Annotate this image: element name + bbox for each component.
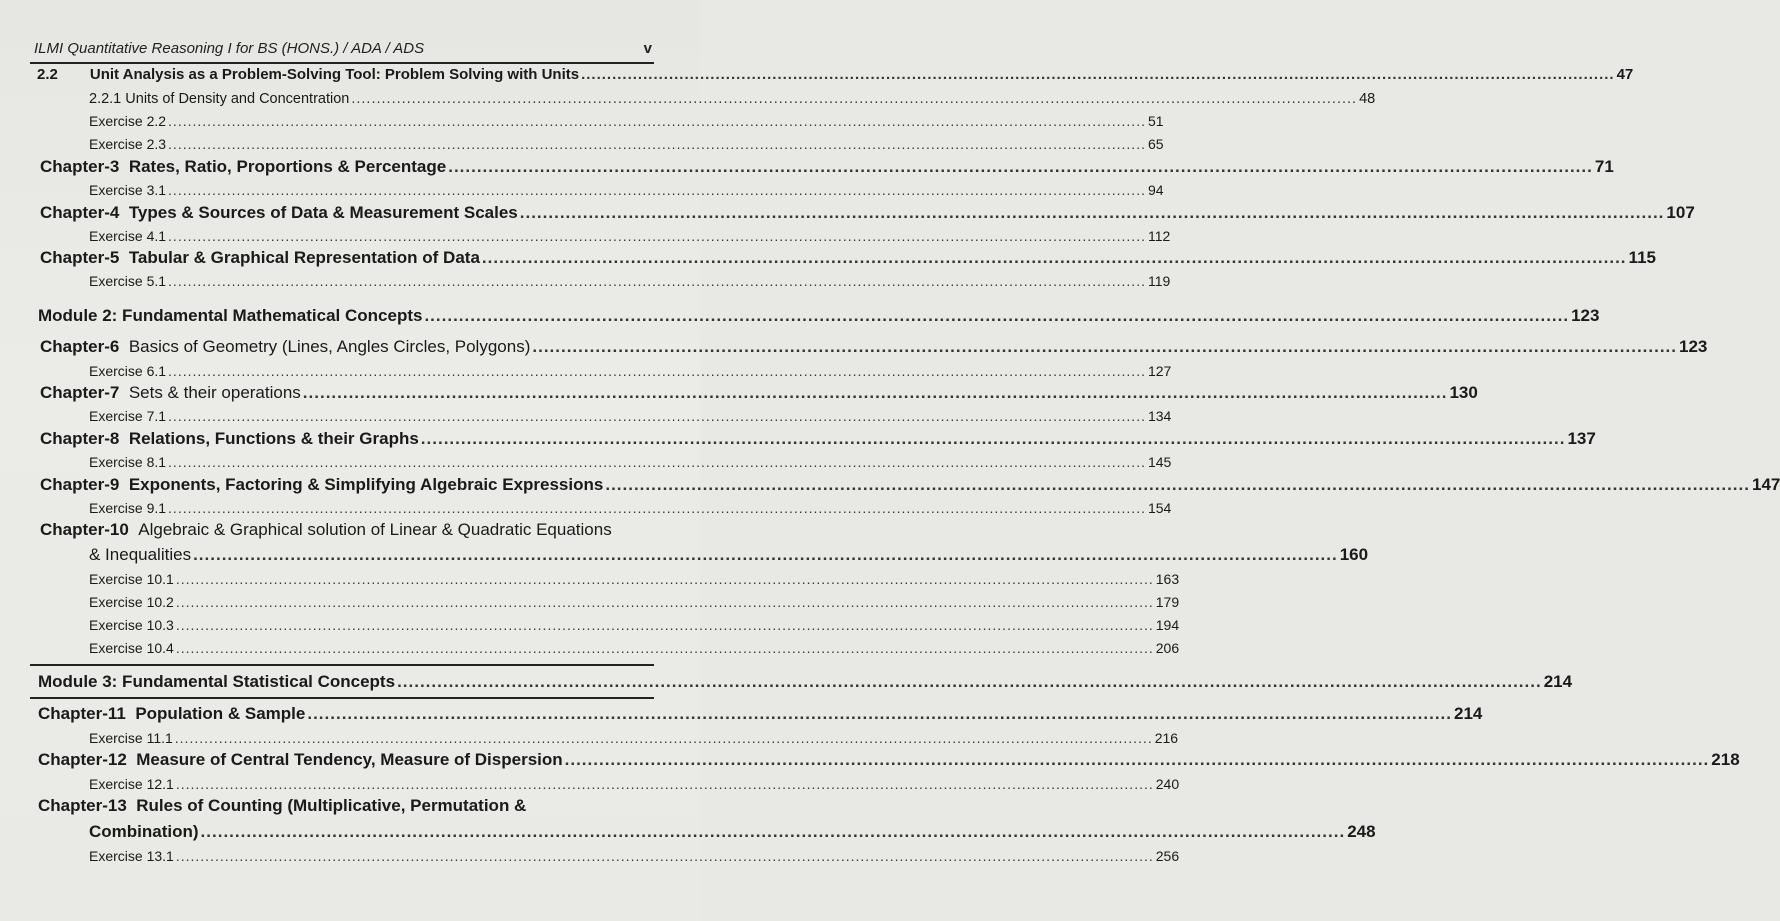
leader-dots: ........................................................................................................................................................................................................ bbox=[581, 66, 1615, 83]
page-ref: 214 bbox=[1543, 672, 1573, 691]
page-ref: 123 bbox=[1571, 306, 1600, 325]
entry-title: Exercise 4.1 bbox=[89, 228, 167, 244]
chapter-title: Measure of Central Tendency, Measure of Dispersion bbox=[136, 750, 563, 769]
toc-entry-exercise-6-1[interactable] bbox=[89, 363, 1172, 379]
leader-dots: ........................................................................................................................................................................................................ bbox=[519, 203, 1665, 222]
leader-dots: ........................................................................................................................................................................................................ bbox=[307, 704, 1452, 723]
leader-dots: ........................................................................................................................................................................................................ bbox=[168, 500, 1146, 516]
section-number: 2.2 bbox=[37, 66, 58, 83]
toc-entry-exercise-3-1[interactable] bbox=[89, 182, 1164, 198]
entry-title: Exercise 10.4 bbox=[89, 640, 174, 656]
toc-entry-exercise-2-3[interactable] bbox=[89, 136, 1164, 152]
leader-dots: ........................................................................................................................................................................................................ bbox=[564, 750, 1710, 769]
leader-dots: ........................................................................................................................................................................................................ bbox=[448, 157, 1593, 176]
toc-entry-exercise-5-1[interactable] bbox=[89, 273, 1171, 289]
chapter-title: Exponents, Factoring & Simplifying Algebraic Expressions bbox=[128, 475, 604, 494]
toc-entry-chapter-13-line1[interactable] bbox=[38, 796, 526, 816]
page-ref: 137 bbox=[1567, 429, 1596, 448]
page-ref: 123 bbox=[1679, 337, 1708, 356]
toc-entry-exercise-13-1[interactable] bbox=[89, 848, 1180, 864]
page-ref: 130 bbox=[1449, 383, 1478, 402]
leader-dots: ........................................................................................................................................................................................................ bbox=[532, 337, 1678, 356]
chapter-title: Tabular & Graphical Representation of Data bbox=[128, 248, 480, 267]
leader-dots: ........................................................................................................................................................................................................ bbox=[351, 91, 1358, 107]
chapter-number: Chapter-12 bbox=[38, 750, 127, 769]
leader-dots: ........................................................................................................................................................................................................ bbox=[175, 617, 1154, 633]
toc-entry-exercise-9-1[interactable] bbox=[89, 500, 1172, 516]
leader-dots: ........................................................................................................................................................................................................ bbox=[168, 363, 1146, 379]
toc-entry-chapter-12[interactable] bbox=[38, 750, 1740, 770]
chapter-number: Chapter-4 bbox=[40, 203, 120, 222]
entry-title: Exercise 10.3 bbox=[89, 617, 174, 633]
leader-dots: ........................................................................................................................................................................................................ bbox=[168, 454, 1146, 470]
chapter-title: Population & Sample bbox=[135, 704, 306, 723]
leader-dots: ........................................................................................................................................................................................................ bbox=[397, 672, 1542, 691]
chapter-title: Rates, Ratio, Proportions & Percentage bbox=[128, 157, 447, 176]
chapter-title-continued: & Inequalities bbox=[89, 545, 192, 564]
leader-dots: ........................................................................................................................................................................................................ bbox=[420, 429, 1566, 448]
leader-dots: ........................................................................................................................................................................................................ bbox=[175, 848, 1154, 864]
entry-title: Exercise 13.1 bbox=[89, 848, 174, 864]
toc-entry-exercise-4-1[interactable] bbox=[89, 228, 1171, 244]
toc-entry-chapter-3[interactable] bbox=[40, 157, 1614, 177]
leader-dots: ........................................................................................................................................................................................................ bbox=[168, 182, 1146, 198]
section-title: Unit Analysis as a Problem-Solving Tool: Problem Solving with Units bbox=[89, 66, 580, 83]
module-title: Module 2: Fundamental Mathematical Concepts bbox=[38, 306, 423, 325]
module-divider-top bbox=[30, 664, 654, 666]
chapter-number: Chapter-11 bbox=[38, 704, 126, 723]
page-ref: 115 bbox=[1628, 248, 1656, 267]
page-ref: 119 bbox=[1147, 273, 1171, 289]
leader-dots: ........................................................................................................................................................................................................ bbox=[175, 571, 1154, 587]
toc-entry-module-2[interactable] bbox=[38, 306, 1600, 326]
entry-title: Exercise 12.1 bbox=[89, 776, 174, 792]
entry-title: Exercise 9.1 bbox=[89, 500, 167, 516]
toc-entry-exercise-7-1[interactable] bbox=[89, 408, 1172, 424]
chapter-number: Chapter-10 bbox=[40, 520, 129, 539]
leader-dots: ........................................................................................................................................................................................................ bbox=[168, 113, 1146, 129]
entry-title: Exercise 8.1 bbox=[89, 454, 167, 470]
chapter-number: Chapter-7 bbox=[40, 383, 120, 402]
page-ref: 145 bbox=[1147, 454, 1172, 470]
toc-entry-chapter-7[interactable] bbox=[40, 383, 1478, 403]
chapter-title: Rules of Counting (Multiplicative, Permutation & bbox=[136, 796, 527, 815]
leader-dots: ........................................................................................................................................................................................................ bbox=[200, 822, 1346, 841]
header-page-number: v bbox=[643, 40, 652, 57]
entry-title: Exercise 10.1 bbox=[89, 571, 174, 587]
header-title: ILMI Quantitative Reasoning I for BS (HONS.) / ADA / ADS bbox=[34, 40, 425, 57]
chapter-title: Basics of Geometry (Lines, Angles Circles, Polygons) bbox=[128, 337, 531, 356]
chapter-title: Sets & their operations bbox=[128, 383, 301, 402]
chapter-title: Relations, Functions & their Graphs bbox=[128, 429, 419, 448]
page-ref: 248 bbox=[1347, 822, 1376, 841]
page-ref: 48 bbox=[1359, 91, 1376, 107]
page-ref: 127 bbox=[1147, 363, 1172, 379]
page-ref: 240 bbox=[1155, 776, 1180, 792]
leader-dots: ........................................................................................................................................................................................................ bbox=[175, 640, 1154, 656]
leader-dots: ........................................................................................................................................................................................................ bbox=[175, 776, 1154, 792]
module-divider-bottom bbox=[30, 697, 654, 699]
leader-dots: ........................................................................................................................................................................................................ bbox=[168, 408, 1146, 424]
chapter-title: Algebraic & Graphical solution of Linear & Quadratic Equations bbox=[138, 520, 612, 539]
leader-dots: ........................................................................................................................................................................................................ bbox=[175, 594, 1154, 610]
toc-entry-chapter-10-line2[interactable] bbox=[89, 545, 1369, 565]
toc-entry-chapter-10-line1[interactable] bbox=[40, 520, 612, 540]
leader-dots: ........................................................................................................................................................................................................ bbox=[174, 730, 1153, 746]
toc-entry-chapter-6[interactable] bbox=[40, 337, 1708, 357]
entry-title: Exercise 3.1 bbox=[89, 182, 167, 198]
toc-entry-chapter-4[interactable] bbox=[40, 203, 1695, 223]
entry-title: Exercise 10.2 bbox=[89, 594, 174, 610]
entry-title: Exercise 2.2 bbox=[89, 113, 167, 129]
chapter-number: Chapter-9 bbox=[40, 475, 120, 494]
toc-entry-exercise-12-1[interactable] bbox=[89, 776, 1180, 792]
chapter-number: Chapter-13 bbox=[38, 796, 127, 815]
leader-dots: ........................................................................................................................................................................................................ bbox=[424, 306, 1570, 325]
toc-entry-exercise-10-1[interactable] bbox=[89, 571, 1180, 587]
leader-dots: ........................................................................................................................................................................................................ bbox=[302, 383, 1448, 402]
toc-entry-chapter-13-line2[interactable] bbox=[89, 822, 1376, 842]
toc-entry-chapter-5[interactable] bbox=[40, 248, 1656, 268]
entry-title: Exercise 6.1 bbox=[89, 363, 167, 379]
page-ref: 179 bbox=[1155, 594, 1180, 610]
chapter-title-continued: Combination) bbox=[89, 822, 199, 841]
toc-entry-module-3[interactable] bbox=[38, 672, 1573, 692]
chapter-number: Chapter-3 bbox=[40, 157, 120, 176]
leader-dots: ........................................................................................................................................................................................................ bbox=[481, 248, 1627, 267]
page-ref: 206 bbox=[1155, 640, 1180, 656]
page-ref: 134 bbox=[1147, 408, 1172, 424]
chapter-number: Chapter-6 bbox=[40, 337, 120, 356]
entry-title: Exercise 5.1 bbox=[89, 273, 167, 289]
toc-entry-chapter-8[interactable] bbox=[40, 429, 1596, 449]
page-ref: 107 bbox=[1666, 203, 1695, 222]
page-ref: 160 bbox=[1339, 545, 1369, 564]
toc-entry-exercise-10-2[interactable] bbox=[89, 594, 1180, 610]
page-ref: 218 bbox=[1711, 750, 1740, 769]
leader-dots: ........................................................................................................................................................................................................ bbox=[193, 545, 1338, 564]
entry-title: Exercise 11.1 bbox=[89, 730, 173, 746]
page-ref: 94 bbox=[1147, 182, 1164, 198]
entry-title: Exercise 7.1 bbox=[89, 408, 167, 424]
toc-entry-2-2[interactable] bbox=[37, 66, 1634, 83]
toc-entry-exercise-8-1[interactable] bbox=[89, 454, 1172, 470]
entry-title: Exercise 2.3 bbox=[89, 136, 167, 152]
leader-dots: ........................................................................................................................................................................................................ bbox=[168, 273, 1146, 289]
toc-entry-exercise-11-1[interactable] bbox=[89, 730, 1179, 746]
page-ref: 47 bbox=[1616, 66, 1634, 83]
chapter-number: Chapter-5 bbox=[40, 248, 120, 267]
module-title: Module 3: Fundamental Statistical Concepts bbox=[38, 672, 396, 691]
chapter-title: Types & Sources of Data & Measurement Scales bbox=[128, 203, 518, 222]
page-ref: 112 bbox=[1147, 228, 1171, 244]
leader-dots: ........................................................................................................................................................................................................ bbox=[168, 228, 1146, 244]
toc-entry-chapter-11[interactable] bbox=[38, 704, 1483, 724]
page-ref: 214 bbox=[1454, 704, 1483, 723]
chapter-number: Chapter-8 bbox=[40, 429, 120, 448]
toc-entry-exercise-2-2[interactable] bbox=[89, 113, 1164, 129]
page-ref: 154 bbox=[1147, 500, 1172, 516]
header-rule bbox=[30, 62, 654, 64]
leader-dots: ........................................................................................................................................................................................................ bbox=[605, 475, 1750, 494]
page-ref: 163 bbox=[1155, 571, 1180, 587]
toc-entry-chapter-9[interactable] bbox=[40, 475, 1780, 495]
toc-entry-exercise-10-4[interactable] bbox=[89, 640, 1180, 656]
toc-entry-2-2-1[interactable] bbox=[89, 91, 1376, 107]
toc-entry-exercise-10-3[interactable] bbox=[89, 617, 1180, 633]
page-ref: 256 bbox=[1155, 848, 1180, 864]
page-ref: 65 bbox=[1147, 136, 1164, 152]
leader-dots: ........................................................................................................................................................................................................ bbox=[168, 136, 1146, 152]
running-header bbox=[34, 40, 652, 57]
page-ref: 147 bbox=[1751, 475, 1780, 494]
page-ref: 216 bbox=[1154, 730, 1179, 746]
page-ref: 71 bbox=[1594, 157, 1614, 176]
page-ref: 51 bbox=[1147, 113, 1164, 129]
entry-title: 2.2.1 Units of Density and Concentration bbox=[89, 91, 350, 107]
page-ref: 194 bbox=[1155, 617, 1180, 633]
